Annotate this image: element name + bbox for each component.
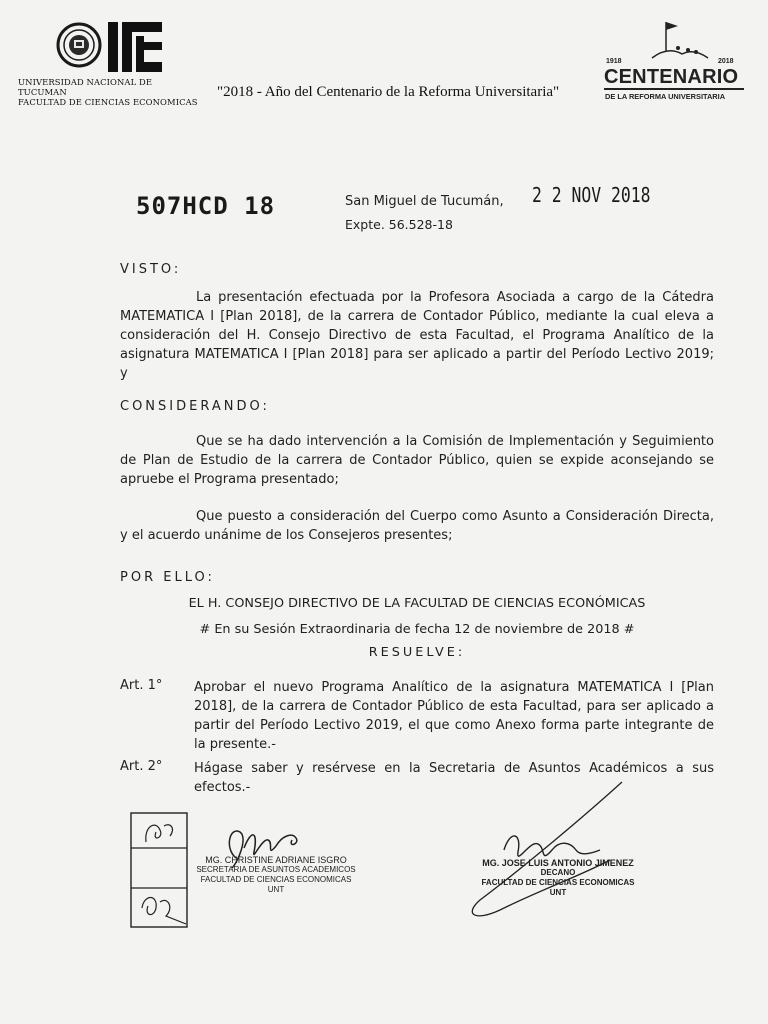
dean-name: MG. JOSE LUIS ANTONIO JIMENEZ [482,858,634,868]
centenario-title: CENTENARIO [604,66,744,90]
visto-paragraph: La presentación efectuada por la Profesora Asociada a cargo de la Cátedra MATEMATICA I [Plan 2018], de la carrera de Contador Público, mediante la cual eleva a consideración del H. Consejo Directivo de esta Facultad, el Programa Analítico de la asignatura MATEMATICA I [Plan 2018] para ser aplicado a partir del Período Lectivo 2019; y [120,290,714,381]
article-1-text: Aprobar el nuevo Programa Analítico de la asignatura MATEMATICA I [Plan 2018], de la carrera de Contador Público de esta Facultad, para ser aplicado a partir del Período Lectivo 2019, el que como Anexo forma parte integrante de la presente.- [194,680,714,752]
centenario-year-start: 1918 [606,58,622,65]
session-line: # En su Sesión Extraordinaria de fecha 12 de noviembre de 2018 # [199,622,635,637]
dean-faculty: FACULTAD DE CIENCIAS ECONOMICAS [481,878,635,887]
considerando-paragraph-2: Que puesto a consideración del Cuerpo como Asunto a Consideración Directa, y el acuerdo unánime de los Consejeros presentes; [120,509,714,543]
university-name [18,77,203,107]
place: San Miguel de Tucumán, [345,194,504,209]
centenario-year-end: 2018 [718,58,734,65]
expediente-number: Expte. 56.528-18 [345,217,453,232]
centenario-flag-icon [648,18,718,62]
year-motto: "2018 - Año del Centenario de la Reforma Universitaria" [217,84,560,100]
university-line-2: FACULTAD DE CIENCIAS ECONOMICAS [18,97,198,107]
secretary-university: UNT [267,885,285,894]
dean-role: DECANO [540,868,576,877]
secretary-faculty: FACULTAD DE CIENCIAS ECONOMICAS [200,875,352,884]
secretary-block [196,855,356,895]
council-line: EL H. CONSEJO DIRECTIVO DE LA FACULTAD DE CIENCIAS ECONÓMICAS [188,596,646,611]
date-stamp: 2 2 NOV 2018 [532,183,651,207]
article-2-label: Art. 2° [120,759,163,774]
initials-box [130,812,188,928]
fce-logo-icon [108,22,162,72]
por-ello-heading: POR ELLO: [120,570,215,585]
secretary-name: MG. CHRISTINE ADRIANE ISGRO [205,855,347,865]
visto-heading: VISTO: [120,262,182,277]
university-seal-icon [56,22,102,68]
dean-block [478,858,638,898]
resuelve-heading: RESUELVE: [368,645,466,660]
considerando-paragraph-1: Que se ha dado intervención a la Comisión de Implementación y Seguimiento de Plan de Estudio de la carrera de Contador Público, quien se expide aconsejando se apruebe el Programa presentado; [120,434,714,487]
centenario-subtitle: DE LA REFORMA UNIVERSITARIA [605,92,726,101]
article-1-label: Art. 1° [120,678,163,693]
considerando-heading: CONSIDERANDO: [120,399,270,414]
article-2-text: Hágase saber y resérvese en la Secretaria de Asuntos Académicos a sus efectos.- [194,761,714,795]
university-line-1: UNIVERSIDAD NACIONAL DE TUCUMAN [18,77,153,97]
dean-university: UNT [549,888,567,897]
dean-signature [460,780,640,930]
resolution-number: 507HCD 18 [136,192,276,220]
secretary-role: SECRETARIA DE ASUNTOS ACADEMICOS [196,865,356,874]
